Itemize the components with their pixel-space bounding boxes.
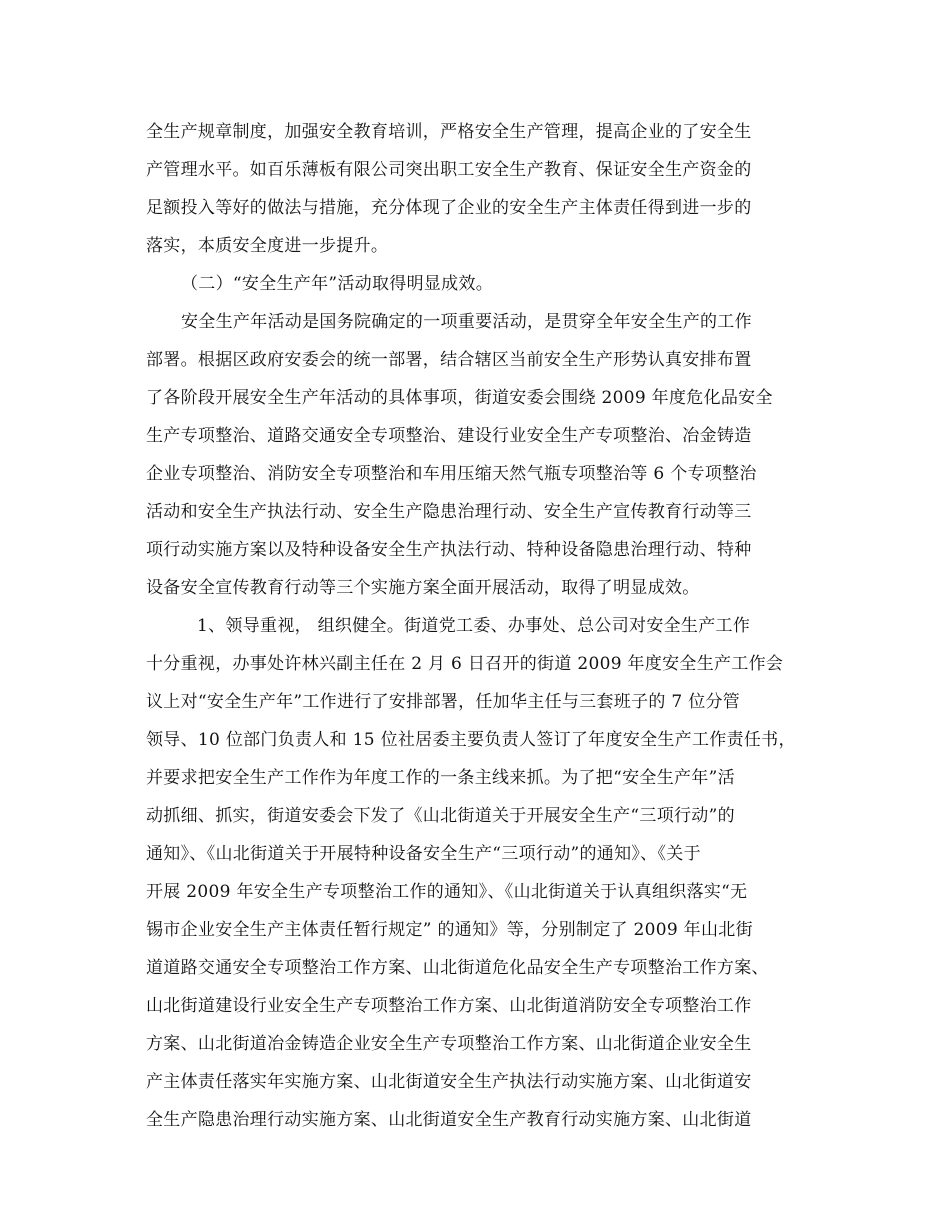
text-line: 部署。根据区政府安委会的统一部署，结合辖区当前安全生产形势认真安排布置 bbox=[146, 350, 752, 370]
text-line: 1、领导重视， 组织健全。街道党工委、办事处、总公司对安全生产工作 bbox=[197, 616, 751, 636]
text-line: 通知》、《山北街道关于开展特种设备安全生产“三项行动”的通知》、《关于 bbox=[146, 844, 701, 864]
text-line: 生产专项整治、道路交通安全专项整治、建设行业安全生产专项整治、冶金铸造 bbox=[146, 426, 752, 446]
text-line: 锡市企业安全生产主体责任暂行规定” 的通知》等，分别制定了 2009 年山北街 bbox=[146, 920, 753, 940]
text-line: 项行动实施方案以及特种设备安全生产执法行动、特种设备隐患治理行动、特种 bbox=[146, 540, 752, 560]
text-line: 产管理水平。如百乐薄板有限公司突出职工安全生产教育、保证安全生产资金的 bbox=[146, 160, 752, 180]
text-line: 企业专项整治、消防安全专项整治和车用压缩天然气瓶专项整治等 6 个专项整治 bbox=[146, 464, 757, 484]
text-line: 了各阶段开展安全生产年活动的具体事项，街道安委会围绕 2009 年度危化品安全 bbox=[146, 388, 773, 408]
text-line: 产主体责任落实年实施方案、山北街道安全生产执法行动实施方案、山北街道安 bbox=[146, 1072, 752, 1092]
text-line: 动抓细、抓实，街道安委会下发了《山北街道关于开展安全生产“三项行动”的 bbox=[146, 806, 735, 826]
text-line: 活动和安全生产执法行动、安全生产隐患治理行动、安全生产宣传教育行动等三 bbox=[146, 502, 752, 522]
text-line: 道道路交通安全专项整治工作方案、山北街道危化品安全生产专项整治工作方案、 bbox=[146, 958, 769, 978]
text-line: 落实，本质安全度进一步提升。 bbox=[146, 236, 389, 256]
text-line: 议上对“安全生产年”工作进行了安排部署，任加华主任与三套班子的 7 位分管 bbox=[146, 692, 741, 712]
text-line: 安全生产年活动是国务院确定的一项重要活动，是贯穿全年安全生产的工作 bbox=[181, 312, 752, 332]
text-line: 开展 2009 年安全生产专项整治工作的通知》、《山北街道关于认真组织落实“无 bbox=[146, 882, 748, 902]
text-line: 全生产规章制度，加强安全教育培训，严格安全生产管理，提高企业的了安全生 bbox=[146, 122, 752, 142]
text-line: 十分重视，办事处许林兴副主任在 2 月 6 日召开的街道 2009 年度安全生产工作会 bbox=[146, 654, 784, 674]
text-line: 全生产隐患治理行动实施方案、山北街道安全生产教育行动实施方案、山北街道 bbox=[146, 1110, 752, 1130]
text-line: 领导、10 位部门负责人和 15 位社居委主要负责人签订了年度安全生产工作责任书， bbox=[146, 730, 796, 750]
text-line: 并要求把安全生产工作作为年度工作的一条主线来抓。为了把“安全生产年”活 bbox=[146, 768, 735, 788]
section-heading: （二）“安全生产年”活动取得明显成效。 bbox=[181, 274, 494, 294]
text-line: 方案、山北街道冶金铸造企业安全生产专项整治工作方案、山北街道企业安全生 bbox=[146, 1034, 752, 1054]
text-line: 设备安全宣传教育行动等三个实施方案全面开展活动，取得了明显成效。 bbox=[146, 578, 700, 598]
text-line: 山北街道建设行业安全生产专项整治工作方案、山北街道消防安全专项整治工作 bbox=[146, 996, 752, 1016]
text-line: 足额投入等好的做法与措施，充分体现了企业的安全生产主体责任得到进一步的 bbox=[146, 198, 752, 218]
